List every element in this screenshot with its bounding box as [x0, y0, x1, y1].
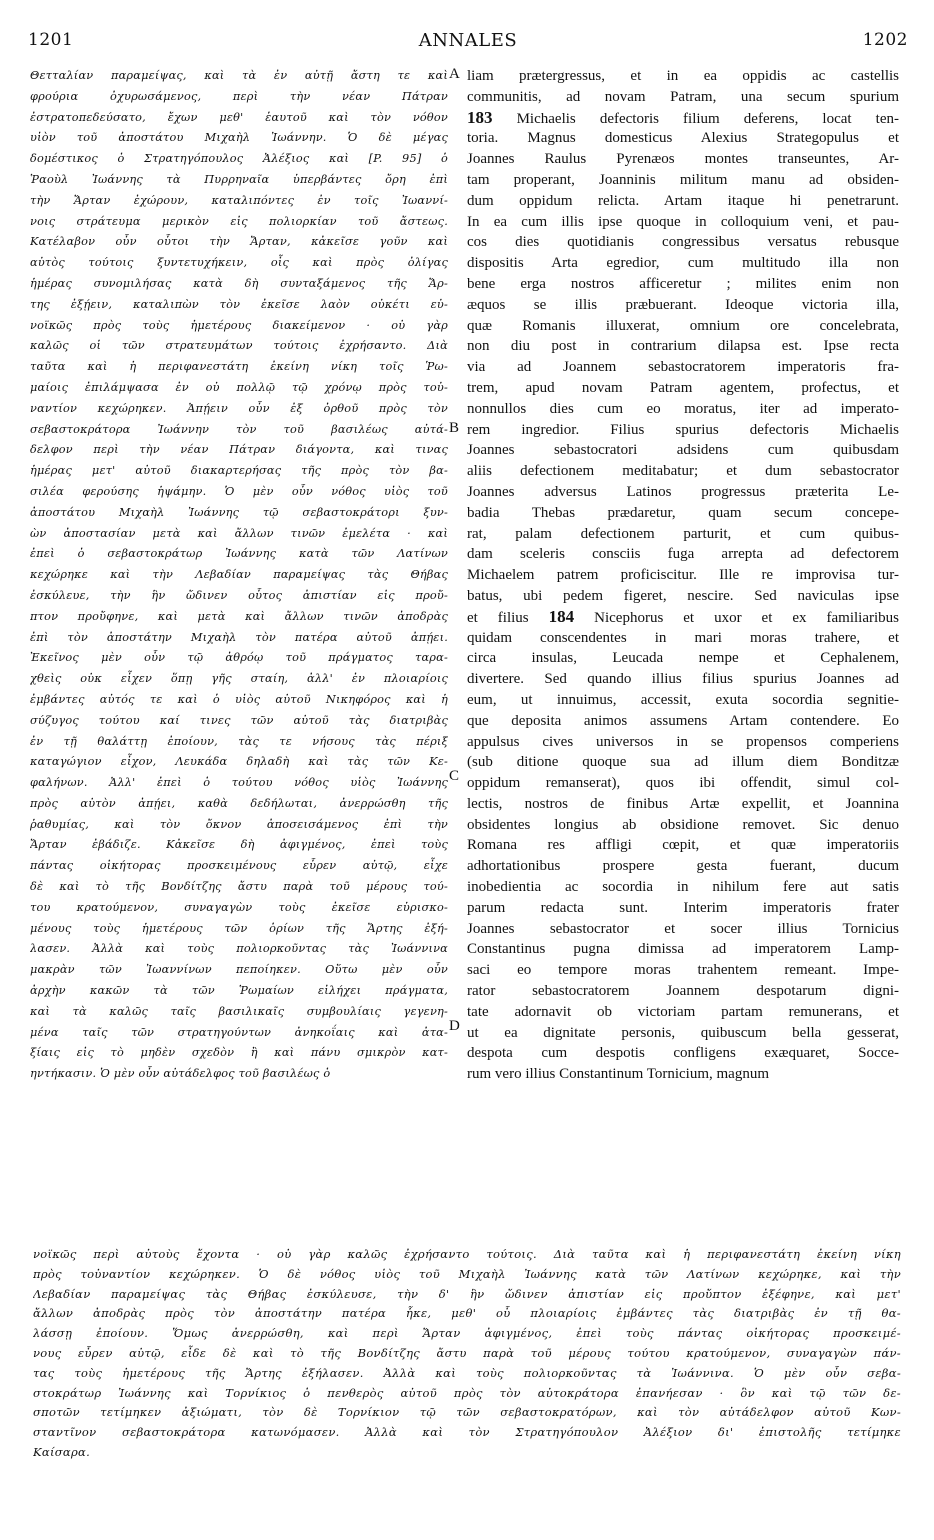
greek-text-line: ξίαις εἰς τὸ μηδὲν σχεδὸν ἢ καὶ πάνυ σμικρὸν κατ- — [30, 1046, 448, 1060]
greek-text-line: καλῶς οἱ τῶν στρατευμάτων τούτοις ἐχρήσαντο. Διὰ — [30, 339, 448, 353]
greek-text-line: νοις στράτευμα μερικὸν εἰς πολιορκίαν τοῦ ἄστεως. — [30, 214, 448, 228]
greek-text-column — [30, 66, 448, 1085]
latin-text-line: appulsus cives universos in se propensos comperiens — [467, 733, 899, 750]
latin-text-line: Joannes Raulus Pyrenæos montes transeuntes, Ar- — [467, 151, 899, 168]
greek-text-line: Ἐκεῖνος μὲν οὖν τῷ ἀθρόῳ τοῦ πράγματος ταρα- — [30, 651, 448, 665]
latin-text-line: non diu post in contrarium dilapsa est. Ipse recta — [467, 338, 899, 355]
greek-text-line: Ἄρταν ἐβάδιζε. Κἀκεῖσε δὴ ἀφιγμένος, ἐπεὶ τοὺς — [30, 838, 448, 852]
latin-text-line: via ad Joannem sebastocratorem imperatoris fra- — [467, 359, 899, 376]
greek-text-line: ἀρχὴν κακῶν τὰ τῶν Ῥωμαίων εἰλήχει πράγματα, — [30, 984, 448, 998]
greek-text-line: ἐπὶ τὸν ἀποστάτην Μιχαὴλ τὸν πατέρα αὐτοῦ ἀπῄει. — [30, 630, 448, 644]
greek-text-line: Ῥαοὺλ Ἰωάννης τὰ Πυρρηναῖα ὑπερβάντες ὄρη ἐπὶ — [30, 172, 448, 186]
greek-text-line: καὶ τὰ καλῶς ταῖς βασιλικαῖς συμβουλίαις γεγενη- — [30, 1004, 448, 1018]
greek-text-line: ἐμβάντες αὐτός τε καὶ ὁ υἱὸς αὐτοῦ Νικηφόρος καὶ ἡ — [30, 692, 448, 706]
latin-text-line: circa insulas, Leucada nempe et Cephalenem, — [467, 650, 899, 667]
greek-text-line: κεχώρηκε καὶ τὴν Λεβαδίαν παραμείψας τὰς Θήβας — [30, 568, 448, 582]
greek-text-line: ηντήκασιν. Ὁ μὲν οὖν αὐτάδελφος τοῦ βασιλέως ὁ — [30, 1067, 331, 1081]
left-column-number: 1201 — [28, 30, 74, 50]
latin-text-line: saci eo tempore moras trahentem remeant. Impe- — [467, 962, 899, 979]
greek-text-line: ἐστρατοπεδεύσατο, ἔχων μεθ' ἑαυτοῦ καὶ τὸν νόθον — [30, 110, 448, 124]
latin-text-line: (sub ditione quoque sua ad illum diem Bonditzæ — [467, 754, 899, 771]
greek-text-line: υἱὸν τοῦ ἀποστάτου Μιχαὴλ Ἰωάννην. Ὁ δὲ μέγας — [30, 131, 448, 145]
latin-text-line: 183 Michaelis defectoris filium deferens, locat ten- — [467, 107, 899, 127]
latin-text-line: dam sceleris consciis fuga arrepta ad defectorem — [467, 546, 899, 563]
margin-letter-c: C — [449, 768, 460, 784]
greek-text-line: της ἐξῄειν, καταλιπὼν τὸν ἐκεῖσε λαὸν οὐκέτι εὐ- — [30, 297, 448, 311]
margin-letter-a: A — [449, 66, 460, 82]
page-header — [28, 30, 908, 56]
latin-text-line: obsidentes longius ab obsidione removet. Sic denuo — [467, 816, 899, 833]
greek-text-line: πρὸς αὐτὸν ἀπῄει, καθὰ δεδήλωται, ἀνερρώσθη τῆς — [30, 796, 448, 810]
latin-text-line: Joannes sebastocrator et socer illius Tornicius — [467, 920, 899, 937]
greek-text-line: καταγώγιον εἶχον, Λευκάδα δηλαδὴ καὶ τὰς τῶν Κε- — [30, 755, 448, 769]
latin-text-line: inobedientia ac socordia in nihilum fere aut satis — [467, 879, 899, 896]
latin-text-line: oppidum remanserat), quos ibi offendit, simul col- — [467, 775, 899, 792]
greek-text-line: ὼν ἀποστασίαν μετὰ καὶ ἄλλων τινῶν ἐμελέτα · καὶ — [30, 526, 448, 540]
greek-text-line: δὲ καὶ τὸ τῆς Βονδίτζης ἄστυ παρὰ τοῦ μέρους τού- — [30, 880, 448, 894]
greek-text-line: τὴν Ἄρταν ἐχώρουν, καταλιπόντες ἐν τοῖς Ἰωαννί- — [30, 193, 448, 207]
greek-text-line: ἐσκύλευε, τὴν ἣν ὤδινεν οὗτος ἀπιστίαν εἰς προὔ- — [30, 588, 448, 602]
latin-text-line: divertere. Sed quando illius filius spurius Joannes ad — [467, 671, 899, 688]
note-text-line: σποτῶν τετίμηκεν ἀξιώματι, τὸν δὲ Τορνίκιον τῷ τῶν σεβαστοκρατόρων, καὶ τὸν αὐτάδελφον αὐτοῦ Κων- — [33, 1405, 901, 1420]
note-text-line: Καίσαρα. — [33, 1444, 91, 1459]
note-text-line: λάσσῃ ἐποίουν. Ὅμως ἀνερρώσθη, καὶ περὶ Ἄρταν ἀφιγμένος, ἐπεὶ τοὺς πάντας οἰκήτορας προσκειμέ- — [33, 1326, 901, 1341]
greek-text-line: πάντας οἰκήτορας προσκειμένους εὗρεν αὐτῷ, εἶχε — [30, 859, 448, 873]
greek-text-line: μένους τοὺς ἡμετέρους τῶν ὁρίων τῆς Ἄρτης ἐξή- — [30, 921, 448, 935]
latin-text-line: rum vero illius Constantinum Tornicium, magnum — [467, 1066, 769, 1083]
latin-text-line: dum oppidum relicta. Artam itaque hi penetrarunt. — [467, 192, 899, 209]
latin-text-line: adhortationibus prospere gesta fuerant, ducum — [467, 858, 899, 875]
latin-text-line: æquos se illis præbuerant. Ideoque victoria illa, — [467, 296, 899, 313]
greek-text-line: ἡμέρας συνομιλήσας κατὰ δὴ συνταξάμενος τῆς Ἄρ- — [30, 276, 448, 290]
latin-text-line: lectis, nostros de finibus Artæ expellit, et Joannina — [467, 795, 899, 812]
latin-text-line: liam prætergressus, et in ea oppidis ac castellis — [467, 68, 899, 84]
greek-text-line: ἐπεὶ ὁ σεβαστοκράτωρ Ἰωάννης κατὰ τῶν Λατίνων — [30, 547, 448, 561]
greek-text-line: αὐτὸς τούτοις ξυντετυχήκειν, οἷς καὶ πρὸς ὀλίγας — [30, 256, 448, 270]
latin-text-line: bene erga nostros afficeretur ; milites enim non — [467, 275, 899, 292]
latin-text-line: ut ea dignitate personis, quibuscum bella gesserat, — [467, 1024, 899, 1041]
greek-text-line: ἀποστάτου Μιχαὴλ Ἰωάννης τῷ σεβαστοκράτορι ξυν- — [30, 505, 448, 519]
greek-text-line: του κρατούμενον, συναγαγὼν τοὺς ἐκεῖσε εὑρισκο- — [30, 900, 448, 914]
latin-text-line: toria. Magnus domesticus Alexius Strategopulus et — [467, 130, 899, 147]
latin-translation-column — [467, 66, 899, 1085]
greek-text-line: Θετταλίαν παραμείψας, καὶ τὰ ἐν αὐτῇ ἄστη τε καὶ — [30, 69, 448, 82]
latin-text-line: quidam conscendentes in mari moras trahere, et — [467, 629, 899, 646]
greek-text-line: μένα ταῖς τῶν στρατηγούντων ἀνηκοΐαις καὶ ἀτα- — [30, 1025, 448, 1039]
latin-text-line: nonnullos dies cum eo moratus, iter ad imperato- — [467, 400, 899, 417]
greek-text-line: σιλέα φερούσης ἡψάμην. Ὁ μὲν οὖν νόθος υἱὸς τοῦ — [30, 484, 448, 498]
greek-text-line: δελφον περὶ τὴν νέαν Πάτραν διάγοντα, καὶ τινας — [30, 443, 448, 457]
note-text-line: Λεβαδίαν παραμείψας τὰς Θήβας ἐσκύλευσε, τὴν δ' ἣν ὤδινεν ἀπιστίαν εἰς προὔπτον ἐξέφηνε, καὶ μετ' — [33, 1286, 901, 1301]
greek-text-line: ῥαθυμίας, καὶ τὸν ὄκνον ἀποσεισάμενος ἐπὶ τὴν — [30, 817, 448, 831]
note-text-line: νοϊκῶς περὶ αὐτοὺς ἔχοντα · οὐ γὰρ καλῶς ἐχρήσαντο τούτοις. Διὰ ταῦτα καὶ ἡ περιφανεστάτη ἐκείνη νίκη — [33, 1247, 901, 1261]
greek-text-line: ναντίον κεχώρηκεν. Ἀπῄειν οὖν ἐξ ὀρθοῦ πρὸς τὸν — [30, 401, 448, 415]
greek-text-line: σύζυγος τούτου καί τινες τῶν αὐτοῦ τὰς διατριβὰς — [30, 713, 448, 727]
note-text-line: νους εὗρεν αὐτῷ, εἶδε δὲ καὶ τὸ τῆς Βονδίτζης ἄστυ παρὰ τοῦ μέρους τούτου κρατούμενον, συναγαγὼν πάν- — [33, 1345, 901, 1360]
greek-text-line: χθεὶς οὐκ εἶχεν ὅπῃ γῆς σταίη, ἀλλ' ἐν πλοιαρίοις — [30, 672, 448, 686]
note-text-line: τας τοὺς ἡμετέρους τῆς Ἄρτης ἐξήλασεν. Ἀλλὰ καὶ τοὺς πολιορκοῦντας τὰ Ἰωάννινα. Ὁ μὲν οὖν σεβα- — [33, 1365, 901, 1380]
greek-text-line: λασεν. Ἀλλὰ καὶ τοὺς πολιορκοῦντας τὰς Ἰωάννινα — [30, 942, 448, 956]
latin-text-line: trem, apud novam Patram agentem, profectus, et — [467, 379, 899, 396]
section-number: 184 — [548, 606, 575, 626]
margin-letter-b: B — [449, 420, 460, 436]
latin-text-line: rat, palam defectionem parturit, et cum quibus- — [467, 525, 899, 542]
greek-text-line: Κατέλαβον οὖν οὗτοι τὴν Ἄρταν, κἀκεῖσε γοῦν καὶ — [30, 235, 448, 249]
latin-text-line: que deposita animos assumens Artam contendere. Eo — [467, 712, 899, 729]
latin-text-line: parum redacta sunt. Interim imperatoris frater — [467, 899, 899, 916]
greek-text-line: φρούρια ὀχυρωσάμενος, περὶ τὴν νέαν Πάτραν — [30, 89, 448, 103]
greek-text-line: ἡμέρας μετ' αὐτοῦ διακαρτερήσας τῆς πρὸς τὸν βα- — [30, 464, 448, 478]
note-text-line: σταντῖνον σεβαστοκράτορα κατωνόμασεν. Ἀλλὰ καὶ τὸν Στρατηγόπουλον Ἀλέξιον δι' ἐπιστολῆς τετίμηκε — [33, 1425, 901, 1440]
latin-text-line: Romana res affligi cœpit, et quæ imperatoriis — [467, 837, 899, 854]
latin-text-line: eum, ut innuimus, accessit, exuta socordia segnitie- — [467, 691, 899, 708]
note-text-line: πρὸς τοὐναντίον κεχώρηκεν. Ὁ δὲ νόθος υἱὸς τοῦ Μιχαὴλ Ἰωάννης κατὰ τῶν Λατίνων κεχώρηκε, καὶ τὴν — [33, 1266, 901, 1281]
latin-text-line: quæ Romanis illuxerat, omnium ore concelebrata, — [467, 317, 899, 334]
greek-text-line: νοϊκῶς πρὸς τοὺς ἡμετέρους διακείμενον · οὐ γὰρ — [30, 318, 448, 332]
latin-text-line: aliis defectionem meditabatur; et dum sebastocrator — [467, 463, 899, 480]
latin-text-line: badia Thebas prædaretur, quam secum concepe- — [467, 504, 899, 521]
greek-text-line: φαλήνων. Ἀλλ' ἐπεὶ ὁ τούτου νόθος υἱὸς Ἰωάννης — [30, 776, 448, 790]
greek-text-line: δομέστικος ὁ Στρατηγόπουλος Ἀλέξιος καὶ [P. 95] ὁ — [30, 152, 448, 166]
latin-text-line: rem ingredior. Filius spurius defectoris Michaelis — [467, 421, 899, 438]
right-column-number: 1202 — [862, 30, 908, 50]
greek-text-line: μαίοις ἐπιλάμψασα ἐν οὐ πολλῷ τῷ χρόνῳ πρὸς τοὐ- — [30, 380, 448, 394]
section-number: 183 — [467, 107, 493, 127]
greek-text-line: ἐν τῇ θαλάττῃ ἐποίουν, τὰς τε νήσους τὰς πέριξ — [30, 734, 448, 748]
latin-text-line: batus, ubi pedem figeret, nescire. Sed naviculas ipse — [467, 587, 899, 604]
greek-text-line: ταῦτα καὶ ἡ περιφανεστάτη ἐκείνη νίκη τοῖς Ῥω- — [30, 360, 448, 374]
footnote-variant-text — [33, 1245, 901, 1463]
latin-text-line: tam properant, Joanninis militum manu ad obsiden- — [467, 171, 899, 188]
latin-text-line: communitis, ad novam Patram, una secum spurium — [467, 88, 899, 105]
latin-text-line: Michaelem patrem proficiscitur. Ille re improvisa tur- — [467, 567, 899, 584]
note-text-line: ἄλλων ἀποδρὰς πρὸς τὸν ἀποστάτην πατέρα ἧκε, μεθ' οὗ πλοιαρίοις ἐμβάντες τὰς διατριβὰς ἐν τῇ θα- — [33, 1306, 901, 1321]
latin-text-line: despota cum despotis confligens exæquaret, Socce- — [467, 1045, 899, 1062]
latin-text-line: et filius 184 Nicephorus et uxor et ex familiaribus — [467, 606, 899, 626]
greek-text-line: πτον προὔφηνε, καὶ μετὰ καὶ ἄλλων τινῶν ἀποδρὰς — [30, 609, 448, 623]
latin-text-line: Constantinus pugna dimissa ad imperatorem Lamp- — [467, 941, 899, 958]
latin-text-line: cos dies quotidianis congressibus versatus rebusque — [467, 234, 899, 251]
margin-letter-d: D — [449, 1018, 460, 1034]
running-title: ANNALES — [418, 30, 518, 51]
greek-text-line: σεβαστοκράτορα Ἰωάννην τὸν τοῦ βασιλέως αὐτά- — [30, 422, 448, 436]
latin-text-line: tate adornavit ob victoriam partam remunerans, et — [467, 1003, 899, 1020]
latin-text-line: In ea cum illis ipse quoque in colloquium veni, et pau- — [467, 213, 899, 230]
note-text-line: στοκράτωρ Ἰωάννης καὶ Τορνίκιος ὁ πενθερὸς αὐτοῦ πρὸς τὸν αὐτοκράτορα ἐπανήεσαν · ὃν καὶ τῷ τῶν δε- — [33, 1385, 901, 1400]
latin-text-line: dispositis Arta egredior, cum multitudo illa non — [467, 255, 899, 272]
latin-text-line: Joannes adversus Latinos progressus præterita Le- — [467, 483, 899, 500]
latin-text-line: rator sebastocratorem Joannem despotarum digni- — [467, 983, 899, 1000]
greek-text-line: μακρὰν τῶν Ἰωαννίνων πεποίηκεν. Οὕτω μὲν οὖν — [30, 963, 448, 977]
latin-text-line: Joannes sebastocratori adsidens cum quibusdam — [467, 442, 899, 459]
